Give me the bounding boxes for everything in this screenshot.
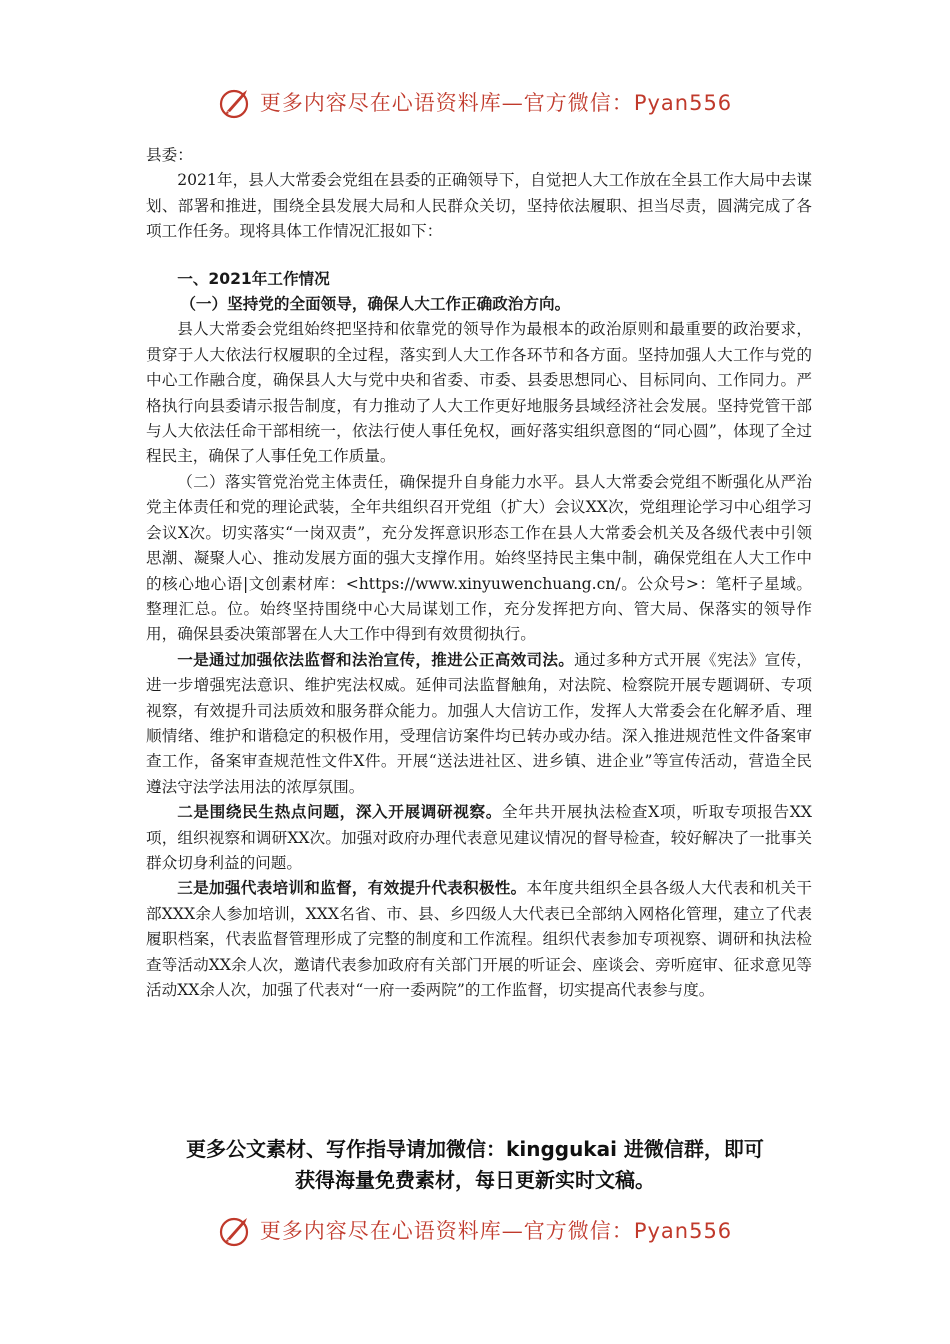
item-paragraph [146, 648, 812, 800]
promo-notice [0, 1134, 950, 1196]
section-heading: 一、2021年工作情况 [177, 269, 330, 288]
subsection-paragraph: 县人大常委会党组始终把坚持和依靠党的领导作为最根本的政治原则和最重要的政治要求，贯穿于人大依法行权履职的全过程，落实到人大工作各环节和各方面。坚持加强人大工作与党的中心工作融合度，确保县人大与党中央和省委、市委、县委思想同心、目标同向、工作同力。严格执行向县委请示报告制度，有力推动了人大工作更好地服务县域经济社会发展。坚持党管干部与人大依法任命干部相统一，依法行使人事任免权，画好落实组织意图的“同心圆”，体现了全过程民主，确保了人事任免工作质量。 [146, 320, 812, 466]
promo-line: 获得海量免费素材，每日更新实时文稿。 [295, 1168, 655, 1192]
item-body: 本年度共组织全县各级人大代表和机关干部XXX余人参加培训，XXX名省、市、县、乡四级人大代表已全部纳入网格化管理，建立了代表履职档案，代表监督管理形成了完整的制度和工作流程。组织代表参加专项视察、调研和执法检查等活动XX余人次，邀请代表参加政府有关部门开展的听证会、座谈会、旁听庭审、征求意见等活动XX余人次，加强了代表对“一府一委两院”的工作监督，切实提高代表参与度。 [146, 879, 812, 999]
subsection-heading: （一）坚持党的全面领导，确保人大工作正确政治方向。 [180, 295, 571, 314]
intro-paragraph: 2021年，县人大常委会党组在县委的正确领导下，自觉把人大工作放在全县工作大局中去谋划、部署和推进，围绕全县发展大局和人民群众关切，坚持依法履职、担当尽责，圆满完成了各项工作任务。现将具体工作情况汇报如下： [146, 171, 812, 241]
item-lead: 二是围绕民生热点问题，深入开展调研视察。 [177, 803, 502, 822]
item-body: 全年共开展执法检查X项，听取专项报告XX项，组织视察和调研XX次。加强对政府办理代表意见建议情况的督导检查，较好解决了一批事关群众切身利益的问题。 [146, 803, 812, 872]
subsection-paragraph: （二）落实管党治党主体责任，确保提升自身能力水平。县人大常委会党组不断强化从严治党主体责任和党的理论武装，全年共组织召开党组（扩大）会议XX次，党组理论学习中心组学习会议X次。切实落实“一岗双责”，充分发挥意识形态工作在县人大常委会机关及各级代表中引领思潮、凝聚人心、推动发展方面的强大支撑作用。始终坚持民主集中制，确保党组在人大工作中的核心地心语|文创素材库：<https://www.xinyuwenchuang.cn/。公众号>：笔杆子星域。整理汇总。位。始终坚持围绕中心大局谋划工作，充分发挥把方向、管大局、保落实的领导作用，确保县委决策部署在人大工作中得到有效贯彻执行。 [146, 472, 812, 644]
pen-logo-icon [218, 84, 254, 120]
item-body: 通过多种方式开展《宪法》宣传，进一步增强宪法意识、维护宪法权威。延伸司法监督触角，对法院、检察院开展专题调研、专项视察，有效提升司法质效和服务群众能力。加强人大信访工作，发挥人大常委会在化解矛盾、理顺情绪、维护和谐稳定的积极作用，受理信访案件均已转办或办结。深入推进规范性文件备案审查工作，备案审查规范性文件X件。开展“送法进社区、进乡镇、进企业”等宣传活动，营造全民遵法守法学法用法的浓厚氛围。 [146, 650, 812, 796]
item-lead: 一是通过加强依法监督和法治宣传，推进公正高效司法。 [177, 650, 575, 669]
pen-logo-icon [218, 1212, 254, 1248]
salutation: 县委： [146, 146, 193, 164]
item-paragraph [146, 876, 812, 1003]
document-body [146, 143, 812, 1003]
banner-text: 更多内容尽在心语资料库—官方微信：Pyan556 [259, 91, 733, 115]
item-lead: 三是加强代表培训和监督，有效提升代表积极性。 [177, 879, 527, 898]
promo-line: 更多公文素材、写作指导请加微信：kinggukai 进微信群，即可 [186, 1137, 764, 1161]
banner-wechat-id: Pyan556 [633, 91, 733, 115]
banner-text: 更多内容尽在心语资料库—官方微信：Pyan556 [259, 1219, 733, 1243]
item-paragraph [146, 800, 812, 876]
banner-wechat-id: Pyan556 [633, 1219, 733, 1243]
header-banner [0, 80, 950, 124]
footer-banner [0, 1208, 950, 1252]
